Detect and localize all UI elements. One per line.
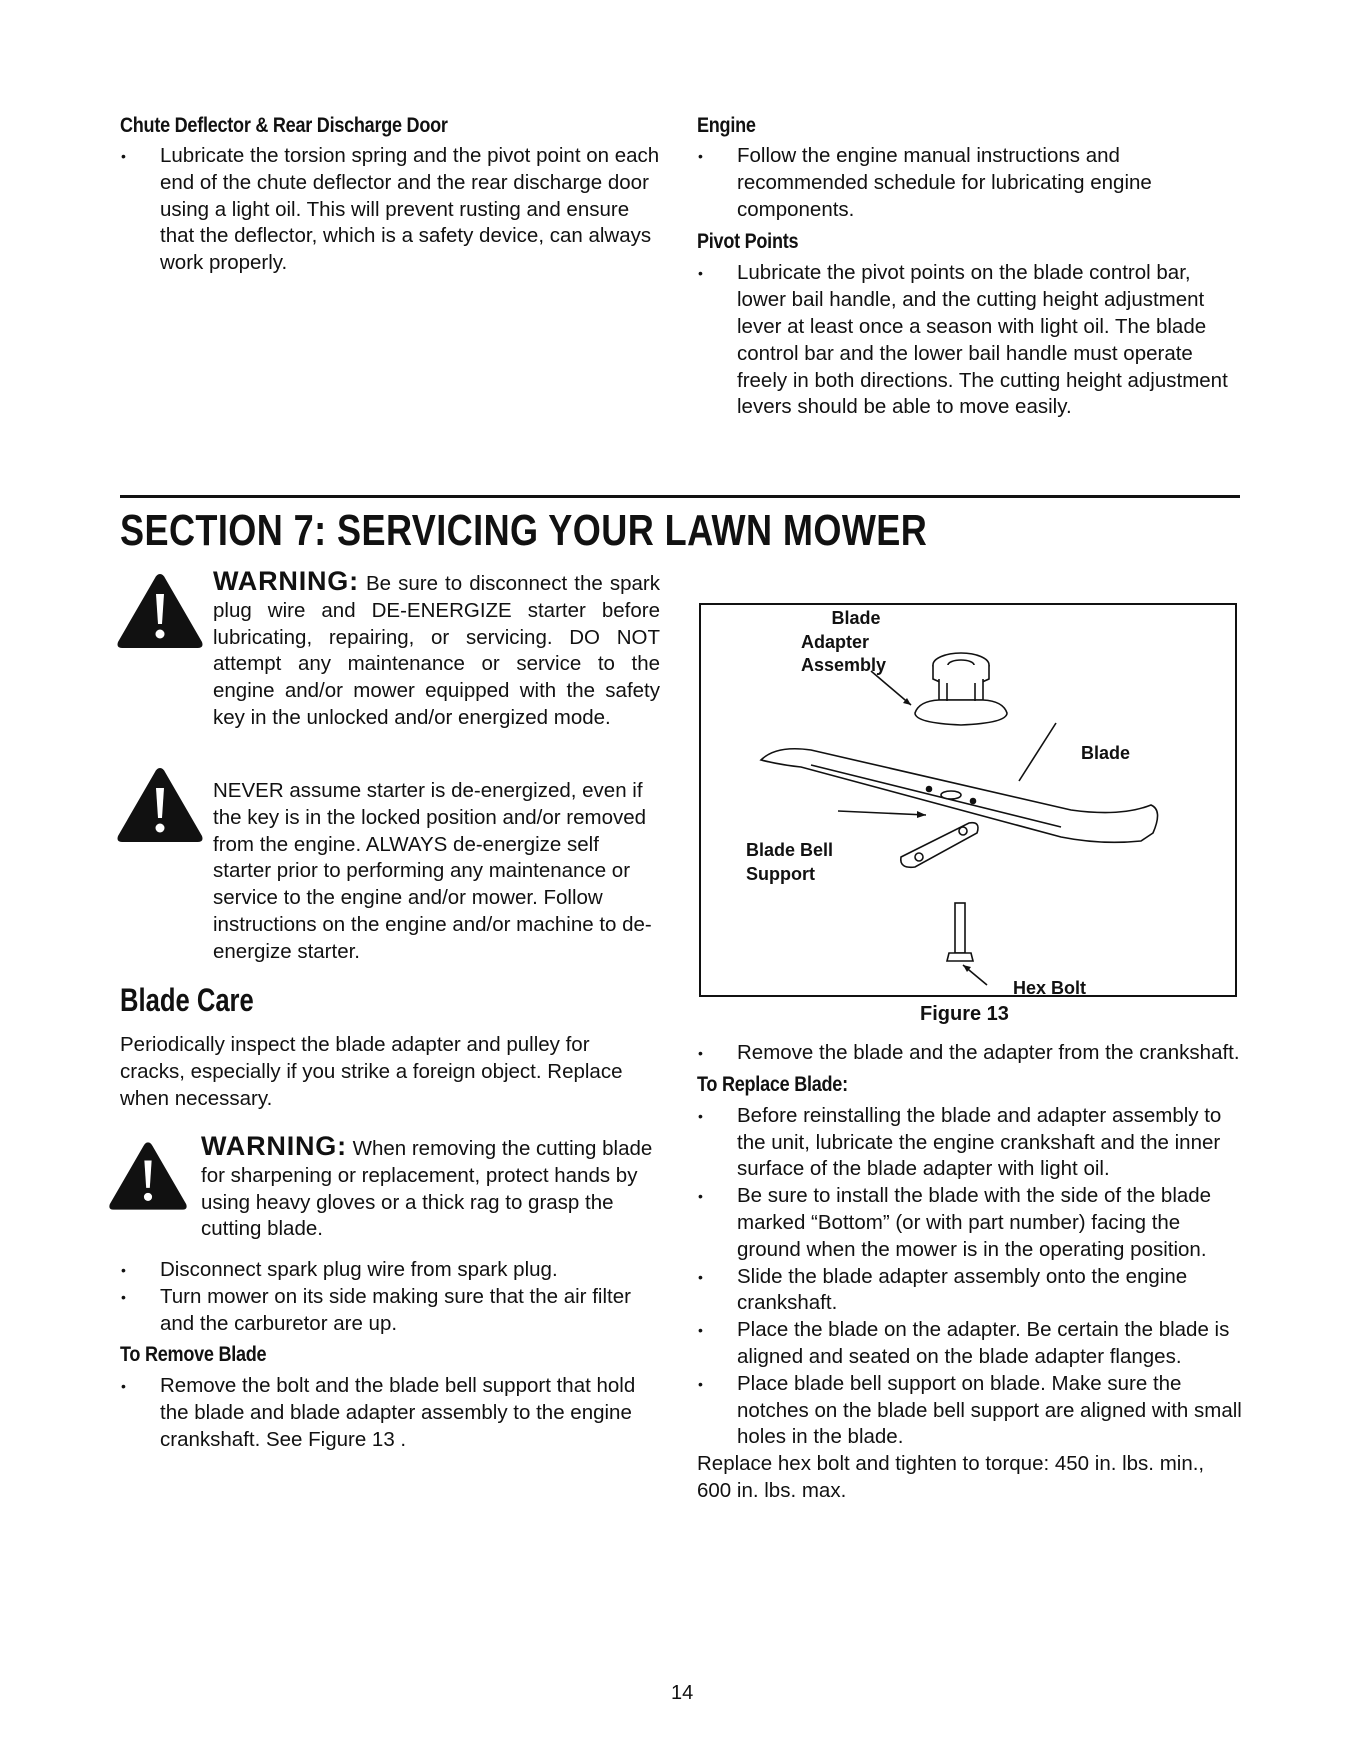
warning-label: WARNING: [213, 566, 359, 596]
blade-label: Blade [1081, 743, 1131, 763]
warning-block-1 [213, 568, 660, 732]
blade-care-list [120, 1257, 660, 1337]
engine-list [697, 143, 1242, 223]
list-item: • Turn mower on its side making sure that the air filter and the carburetor are up. [120, 1284, 660, 1338]
blade-bell-support-label: Support [746, 864, 815, 884]
blade-adapter-label: Assembly [801, 655, 887, 675]
figure-caption: Figure 13 [920, 1003, 1009, 1025]
page-number: 14 [671, 1682, 694, 1704]
list-item: • Remove the bolt and the blade bell support that hold the blade and blade adapter assembly to the engine crankshaft. See Figure 13 . [120, 1373, 660, 1453]
replace-blade-list [697, 1103, 1242, 1451]
list-item: • Disconnect spark plug wire from spark plug. [120, 1257, 660, 1284]
remove-adapter-list [697, 1040, 1242, 1067]
warning-label: WARNING: [201, 1131, 347, 1161]
warning-triangle-icon [116, 766, 204, 844]
blade-assembly-diagram [701, 605, 1235, 995]
warning-block-2: NEVER assume starter is de-energized, even if the key is in the locked position and/or removed from the engine. ALWAYS de-energize self starter prior to performing any maintenance or service to the engine and/or mower. Follow instructions on the engine and/or machine to de-energize starter. [213, 779, 652, 963]
list-item: • Remove the blade and the adapter from the crankshaft. [697, 1040, 1242, 1067]
replace-blade-section [697, 1040, 1242, 1505]
warning-triangle-icon [116, 572, 204, 650]
replace-blade-heading: To Replace Blade: [697, 1072, 848, 1096]
list-item: • Place blade bell support on blade. Make sure the notches on the blade bell support are aligned with small holes in the blade. [697, 1371, 1242, 1451]
list-item: • Lubricate the torsion spring and the pivot point on each end of the chute deflector and the rear discharge door using a light oil. This will prevent rusting and ensure that the deflector, which is a safety device, can always work properly. [120, 143, 660, 277]
blade-adapter-label [821, 607, 891, 629]
engine-section [697, 114, 1242, 421]
section-title: SECTION 7: SERVICING YOUR LAWN MOWER [120, 506, 928, 555]
warning-triangle-icon [108, 1140, 188, 1212]
remove-blade-list [120, 1373, 660, 1453]
list-item: • Follow the engine manual instructions and recommended schedule for lubricating engine components. [697, 143, 1242, 223]
list-item: • Place the blade on the adapter. Be certain the blade is aligned and seated on the blade adapter flanges. [697, 1317, 1242, 1371]
pivot-points-heading: Pivot Points [697, 230, 799, 254]
blade-care-title: Blade Care [120, 982, 254, 1018]
chute-deflector-heading: Chute Deflector & Rear Discharge Door [120, 114, 448, 137]
blade-care-steps [120, 1257, 660, 1454]
blade-adapter-label: Adapter [801, 632, 870, 652]
list-item: • Be sure to install the blade with the side of the blade marked “Bottom” (or with part number) facing the ground when the mower is in the operating position. [697, 1183, 1242, 1263]
list-item: • Lubricate the pivot points on the blade control bar, lower bail handle, and the cutting height adjustment lever at least once a season with light oil. The blade control bar and the lower bail handle must operate freely in both directions. The cutting height adjustment levers should be able to move easily. [697, 260, 1242, 421]
pivot-points-list [697, 260, 1242, 421]
blade-care-warning [201, 1133, 661, 1243]
engine-heading: Engine [697, 114, 756, 137]
list-item: • Slide the blade adapter assembly onto the engine crankshaft. [697, 1264, 1242, 1318]
hex-bolt-label: Hex Bolt [1013, 978, 1087, 998]
section-divider [120, 495, 1240, 498]
label-line: Blade [831, 608, 881, 628]
warning-text: When removing the cutting blade for sharpening or replacement, protect hands by using heavy gloves or a thick rag to grasp the cutting blade. [201, 1137, 653, 1241]
chute-deflector-list [120, 143, 660, 277]
blade-bell-support-label: Blade Bell [746, 840, 834, 860]
remove-blade-heading: To Remove Blade [120, 1343, 267, 1367]
torque-instruction: Replace hex bolt and tighten to torque: 450 in. lbs. min., 600 in. lbs. max. [697, 1452, 1205, 1502]
warning-text: Be sure to disconnect the spark plug wire and DE-ENERGIZE starter before lubricating, repairing, or servicing. DO NOT attempt any maintenance or service to the engine and/or mower equipped with the safety key in the unlocked and/or energized mode. [213, 572, 660, 729]
list-item: • Before reinstalling the blade and adapter assembly to the unit, lubricate the engine crankshaft and the inner surface of the blade adapter with light oil. [697, 1103, 1242, 1183]
blade-care-intro: Periodically inspect the blade adapter and pulley for cracks, especially if you strike a foreign object. Replace when necessary. [120, 1033, 623, 1110]
chute-deflector-section [120, 114, 660, 277]
figure-13-box [699, 603, 1237, 997]
